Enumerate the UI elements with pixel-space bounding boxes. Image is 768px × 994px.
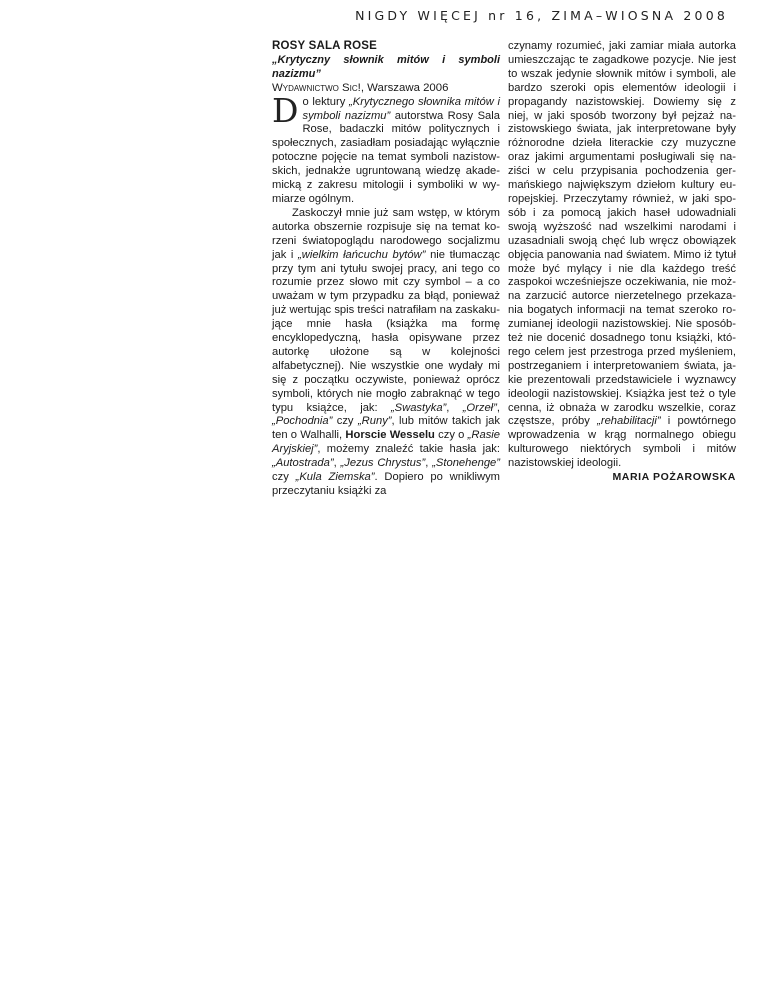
paragraph-2-bold: Horscie Wesselu	[345, 429, 435, 442]
paragraph-2-continued: czynamy rozumieć, jaki zamiar miała autorka umieszczając te zagadkowe pozycje. Nie jest to wszak jedynie słownik mitów i symboli, ale bardzo szeroki opis elementów ideologii i propagandy nazistowskiej. Dowiemy się z niej, w jaki sposób tworzony był pejzaż nazistowskiego świata, jak interpretowane były różnorodne dzieła literackie czy muzyczne oraz jakimi argumentami posługiwali się naziści w celu przypisania pochodzenia germańskiego największym dziełom kultury europejskiej. Przeczytamy również, w jaki sposób i za pomocą jakich haseł udowadniali swoją wyższość nad wszelkimi narodami i uzasadniali swoją chęć lub wręcz obowiązek objęcia panowania nad światem. Mimo iż tytuł może być mylący i nie dla każdego treść zaspokoi wcześniejsze oczekiwania, nie można zarzucić autorce nierzetelnego przekazania bogatych informacji na temat szeroko rozumianej ideologii nazistowskiej. Nie sposóbteż nie docenić dosadnego tonu książki, którego celem jest przestroga przed myśleniem, postrzeganiem i interpretowaniem świata, jakie prezentowali przedstawiciele i wyznawcy ideologii nazistowskiej. Książka jest też o tyle cenna, iż obnaża w zarodku wszelkie, coraz częstsze, próby „rehabilitacji” i powtórnego wprowadzenia w krąg normalnego obiegu kulturowego niektórych symboli i mitów nazistowskiej ideologii.	[508, 40, 736, 470]
drop-cap: D	[272, 90, 299, 130]
paragraph-2-text-a: Zaskoczył mnie już sam wstęp, w którym autorka obszernie rozpisuje się na temat korzeni światopoglądu narodowego socjalizmu jak i „wielkim łańcuchu bytów” nie tłumacząc przy tym ani tytułu swojej pracy, ani tego co rozumie przez słowo mit czy symbol – a co uważam w tym przypadku za błąd, ponieważ już wertując spis treści natrafiłam na zaskakujące mnie hasła (książka ma formę encyklopedyczną, hasła opisywane przez autorkę ułożone są w kolejności alfabetycznej). Nie wszystkie one wydały mi się z początku oczywiste, ponieważ oprócz symboli, których nie mogło zabraknąć w tego typu książce, jak: „Swastyka”, „Orzeł”, „Pochodnia” czy „Runy”, lub mitów takich jak ten o Walhalli,	[272, 206, 500, 442]
running-head: NIGDY WIĘCEJ nr 16, ZIMA–WIOSNA 2008	[355, 8, 728, 23]
paragraph-2-text-b: czy o „Rasie Aryjskiej”, możemy znaleźć takie hasła jak: „Autostrada”, „Jezus Chrystus”, „Stonehenge” czy „Kula Ziemska”. Dopiero po wnikliwym przeczytaniu książki za	[272, 429, 500, 497]
paragraph-1-text: o lektury „Krytycznego słownika mitów i symboli nazizmu” autorstwa Rosy Sala Rose, badaczki mitów politycznych i społecznych, zasiadłam posiadając wyłącznie potoczne pojęcie na temat symboli nazistowskich, jednakże ugruntowaną wiedzę akademicką z zakresu mitologii i symboliki w wymiarze ogólnym.	[272, 95, 500, 205]
publisher-place: , Warszawa 2006	[360, 81, 449, 94]
review-signature: MARIA POŻAROWSKA	[612, 471, 736, 484]
review-book-author: ROSY SALA ROSE	[272, 40, 378, 52]
review-book-title: „Krytyczny słownik mitów i symboli nazizmu”	[272, 53, 500, 80]
paragraph-1	[272, 90, 500, 207]
review-publisher	[272, 82, 500, 96]
publisher-name: Wydawnictwo Sic!	[272, 81, 361, 94]
paragraph-2-part-2	[508, 40, 736, 471]
paragraph-2-part-1	[272, 207, 500, 499]
column-left	[272, 40, 500, 499]
column-right	[508, 40, 736, 485]
